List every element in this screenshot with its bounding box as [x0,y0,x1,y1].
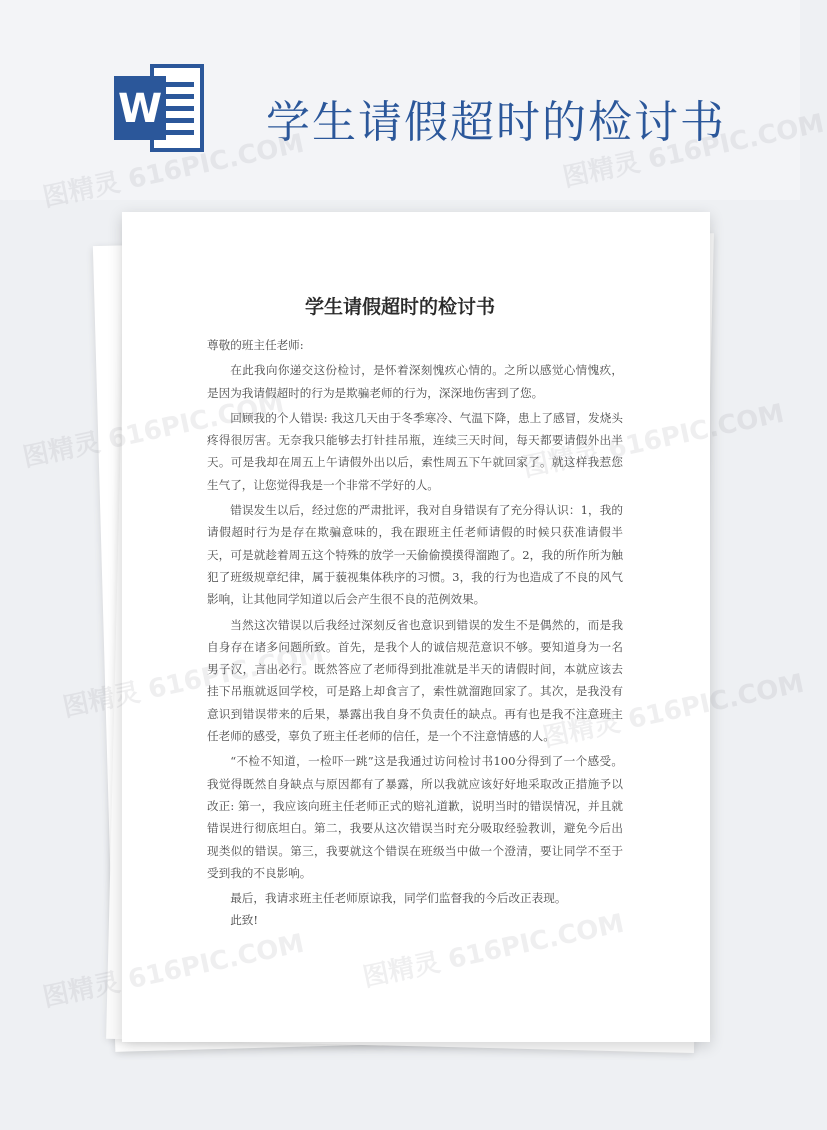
paragraph-3: 错误发生以后，经过您的严肃批评，我对自身错误有了充分得认识：1，我的请假超时行为是存在欺骗意味的，我在跟班主任老师请假的时候只获准请假半天，可是就趁着周五这个特殊的放学一天偷偷摸摸得溜跑了。2，我的所作所为触犯了班级规章纪律，属于藐视集体秩序的习惯。3，我的行为也造成了不良的风气影响，让其他同学知道以后会产生很不良的范例效果。 [207,503,623,607]
watermark: 图精灵 [40,967,123,1014]
document-body [207,334,623,932]
closing-line: 此致! [230,913,259,928]
watermark: 616PIC.COM [625,668,807,736]
document-title: 学生请假超时的检讨书 [304,296,495,318]
greeting-line: 尊敬的班主任老师: [207,338,304,352]
banner-title: 学生请假超时的检讨书 [266,97,726,148]
paragraph-1: 在此我向你递交这份检讨，是怀着深刻愧疚心情的。之所以感觉心情愧疚，是因为我请假超时的行为是欺骗老师的行为，深深地伤害到了您。 [207,363,623,400]
watermark: 图精灵 [20,427,103,474]
paragraph-6: 最后，我请求班主任老师原谅我，同学们监督我的今后改正表现。 [230,891,567,906]
paragraph-5: “不检不知道，一检吓一跳”这是我通过访问检讨书100分得到了一个感受。我觉得既然自身缺点与原因都有了暴露，所以我就应该好好地采取改正措施予以改正: 第一，我应该向班主任老师正式的赔礼道歉，说明当时的错误情况，并且就错误进行彻底坦白。第二，我要从这次错误当时充分吸取经验教训，避免今后出现类似的错误。第三，我要就这个错误在班级当中做一个澄清，要让同学不至于受到我的不良影响。 [207,754,623,880]
paragraph-4: 当然这次错误以后我经过深刻反省也意识到错误的发生不是偶然的，而是我自身存在诸多问题所致。首先，是我个人的诚信规范意识不够。要知道身为一名男子汉，言出必行。既然答应了老师得到批准就是半天的请假时间，本就应该去挂下吊瓶就返回学校，可是路上却食言了，索性就溜跑回家了。其次，是我没有意识到错误带来的后果，暴露出我自身不负责任的缺点。再有也是我不注意班主任老师的感受，辜负了班主任老师的信任，是一个不注意情感的人。 [207,617,623,744]
word-document-icon [110,58,210,158]
paragraph-2: 回顾我的个人错误: 我这几天由于冬季寒冷、气温下降，患上了感冒，发烧头疼得很厉害。无奈我只能够去打针挂吊瓶，连续三天时间，每天都要请假外出半天。可是我却在周五上午请假外出以后，索性周五下午就回家了。就这样我惹您生气了，让您觉得我是一个非常不学好的人。 [207,410,623,492]
watermark: 图精灵 [60,677,143,724]
header-banner [0,0,800,200]
word-logo-letter: W [117,86,163,132]
